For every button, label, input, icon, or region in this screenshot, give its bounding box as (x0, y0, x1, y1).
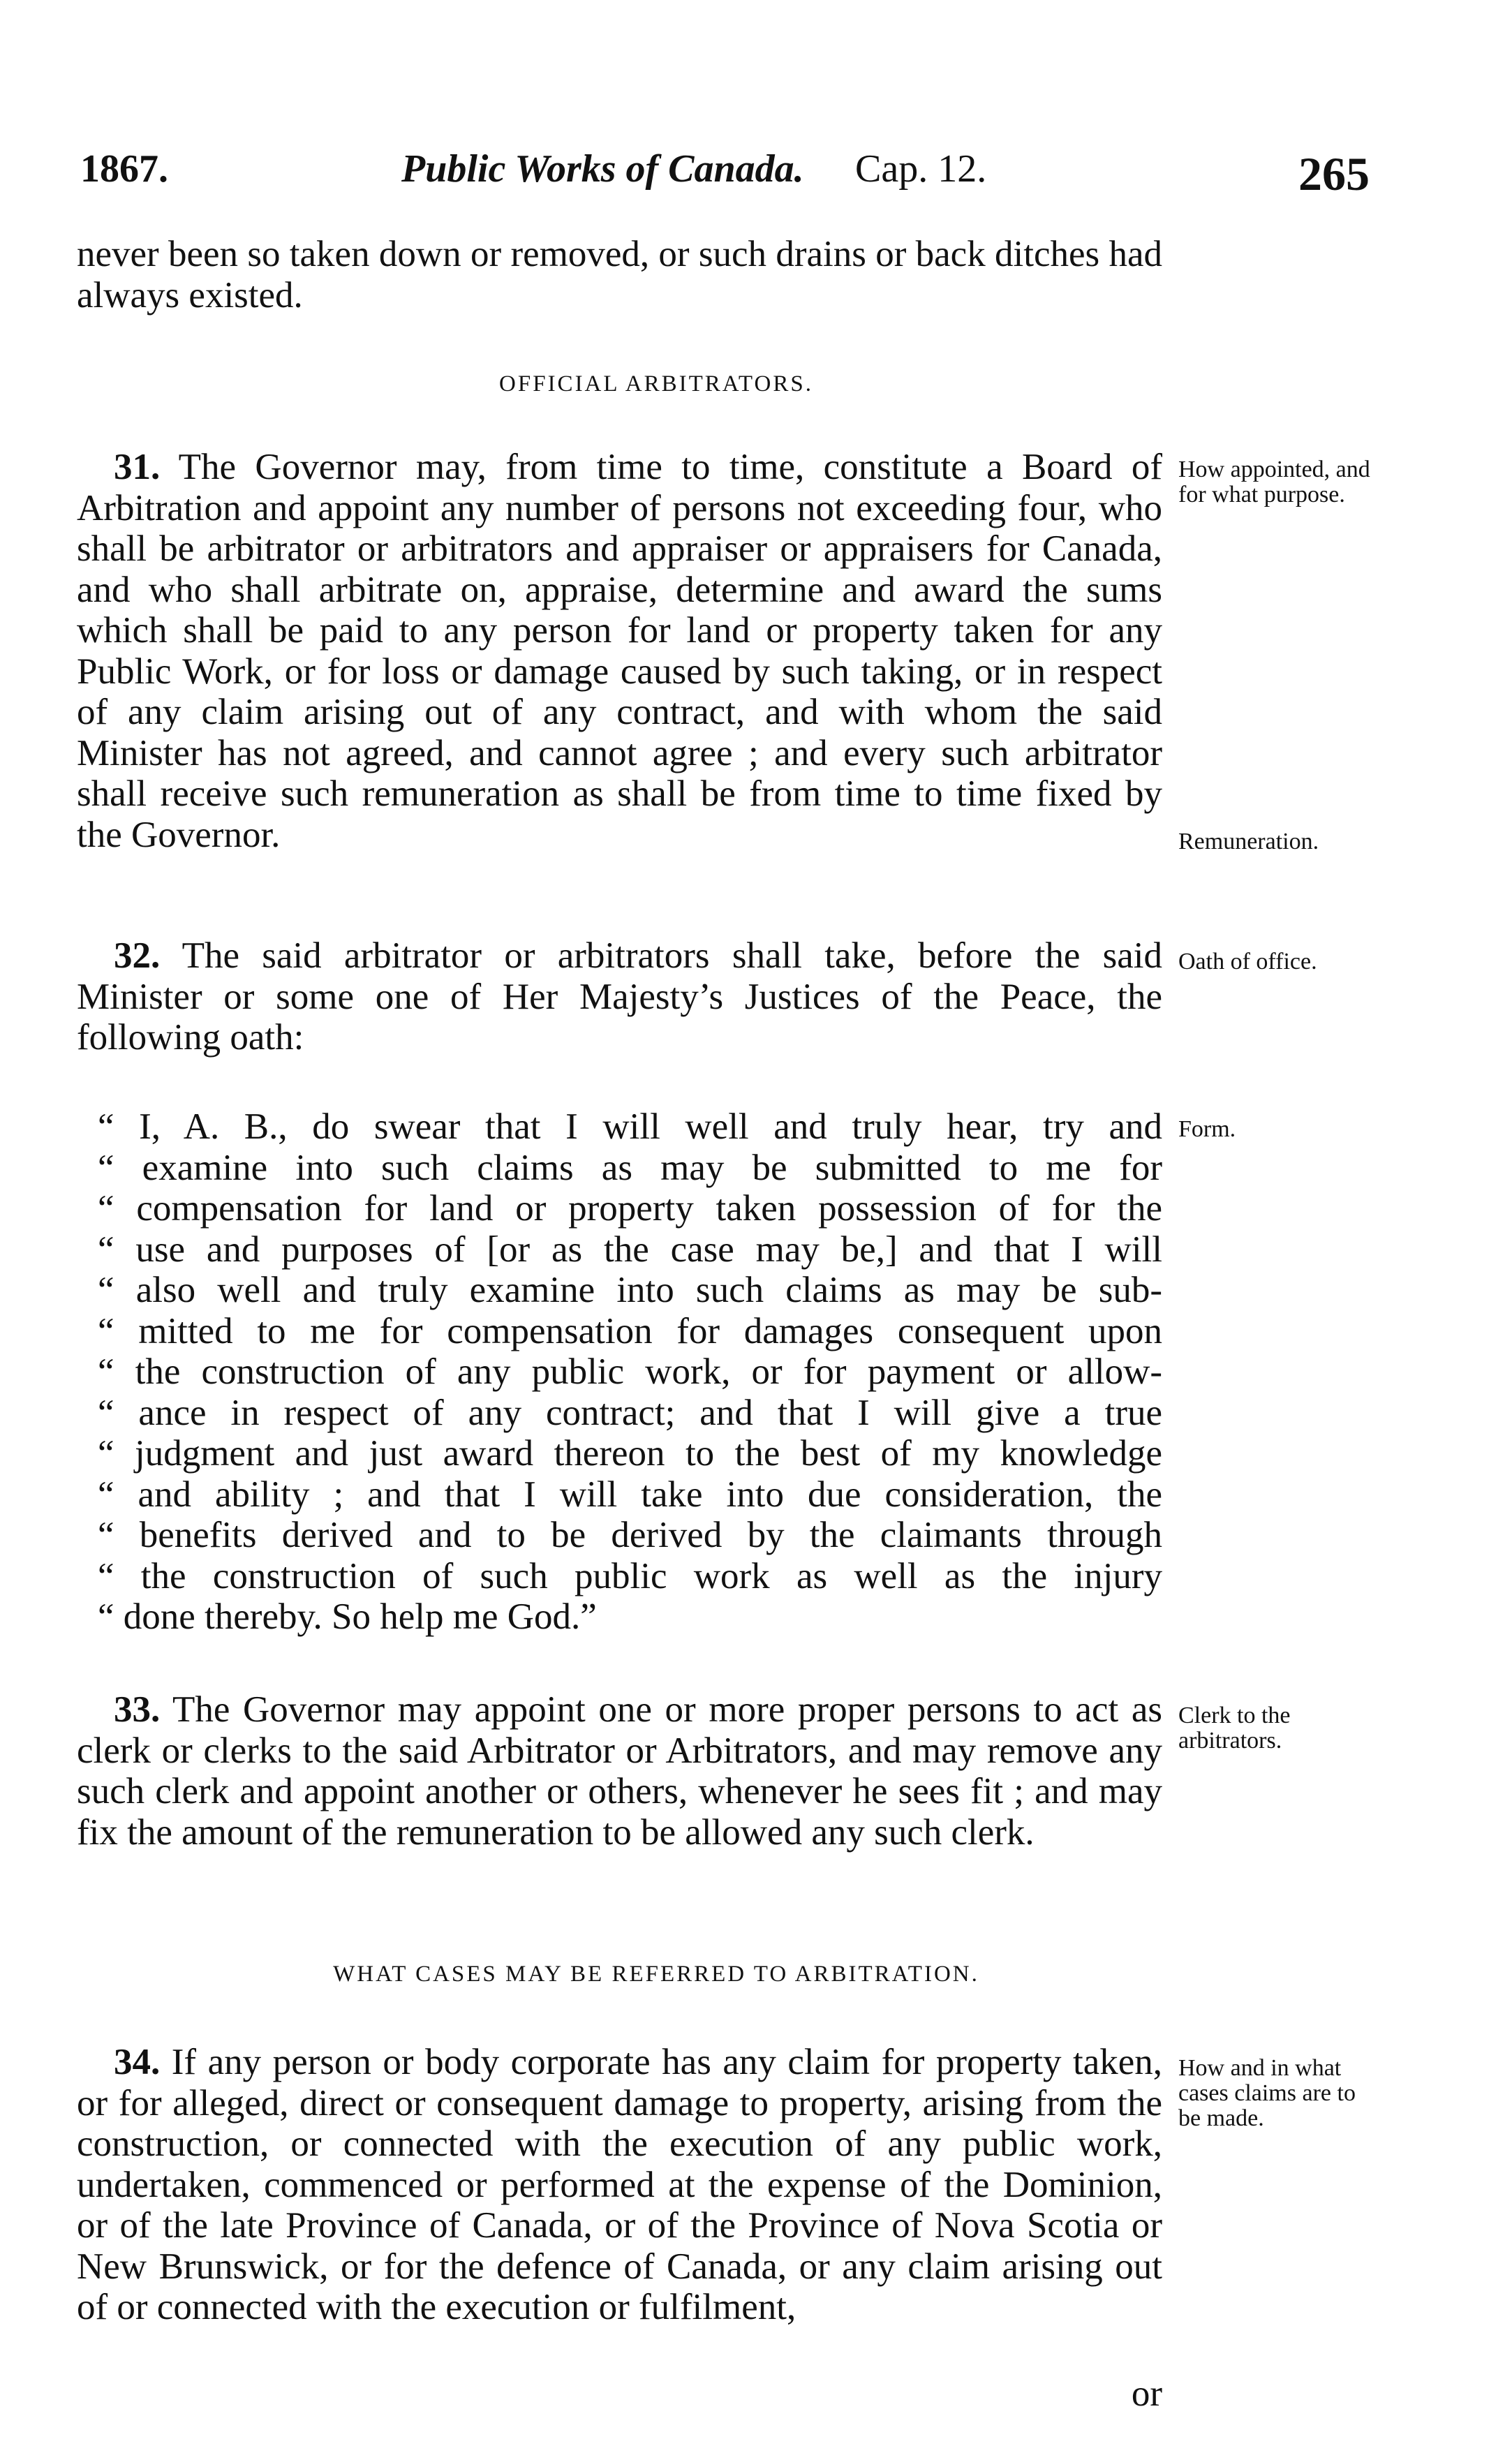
running-head (80, 147, 1372, 202)
oath-line: “ I, A. B., do swear that I will well and truly hear, try and (98, 1106, 1162, 1147)
margin-note-clerk: Clerk to the arbitrators. (1178, 1703, 1291, 1754)
oath-line: “ done thereby. So help me God.” (98, 1596, 597, 1637)
oath-line: “ also well and truly examine into such claims as may be sub- (98, 1270, 1162, 1310)
oath-line: “ compensation for land or property taken possession of for the (98, 1188, 1162, 1229)
oath-line: “ the construction of any public work, or for payment or allow- (98, 1351, 1162, 1392)
section-33 (77, 1689, 1162, 1853)
section-31 (77, 447, 1162, 855)
heading-what-cases: WHAT CASES MAY BE REFERRED TO ARBITRATION. (333, 1962, 979, 1987)
section-34 (77, 2042, 1162, 2328)
section-31-text: The Governor may, from time to time, constitute a Board of Arbitration and appoint any number of persons not exceeding four, who shall be arbitrator or arbitrators and appraiser or appraisers for Canada, and who shall arbitrate on, appraise, determine and award the sums which shall be paid to any person for land or property taken for any Public Work, or for loss or damage caused by such taking, or in respect of any claim arising out of any contract, and with whom the said Minister has not agreed, and cannot agree ; and every such arbitrator shall receive such remuneration as shall be from time to time fixed by the Governor. (77, 447, 1162, 855)
oath-line: “ examine into such claims as may be submitted to me for (98, 1147, 1162, 1188)
oath-line: “ ance in respect of any contract; and that I will give a true (98, 1392, 1162, 1433)
oath-block (98, 1106, 1162, 1638)
margin-note-remuneration: Remuneration. (1178, 829, 1319, 854)
intro-text: never been so taken down or removed, or such drains or back ditches had always existed. (77, 234, 1162, 316)
oath-line: “ the construction of such public work as well as the injury (98, 1555, 1162, 1596)
section-33-number: 33. (114, 1689, 161, 1730)
oath-line: “ mitted to me for compensation for damages consequent upon (98, 1310, 1162, 1351)
running-head-title: Public Works of Canada. (401, 147, 804, 191)
intro-paragraph (77, 234, 1162, 316)
section-32 (77, 935, 1162, 1058)
oath-line: “ and ability ; and that I will take into due consideration, the (98, 1474, 1162, 1515)
page-number: 265 (1298, 147, 1370, 200)
heading-official-arbitrators: OFFICIAL ARBITRATORS. (499, 371, 813, 396)
section-31-number: 31. (114, 447, 161, 487)
oath-line: “ use and purposes of [or as the case may be,] and that I will (98, 1229, 1162, 1270)
section-34-text: If any person or body corporate has any claim for property taken, or for alleged, direct or consequent damage to property, arising from the construction, or connected with the execution of any public work, undertaken, commenced or performed at the expense of the Dominion, or of the late Province of Canada, or of the Province of Nova Scotia or New Brunswick, or for the defence of Canada, or any claim arising out of or connected with the execution or fulfilment, (77, 2042, 1162, 2327)
margin-note-how-and-what-cases: How and in what cases claims are to be made. (1178, 2055, 1356, 2131)
margin-note-oath-of-office: Oath of office. (1178, 949, 1317, 974)
running-head-chapter: Cap. 12. (855, 147, 987, 191)
margin-note-how-appointed: How appointed, and for what purpose. (1178, 457, 1370, 507)
margin-note-form: Form. (1178, 1116, 1236, 1142)
section-32-number: 32. (114, 935, 161, 976)
section-34-number: 34. (114, 2042, 161, 2082)
oath-line: “ benefits derived and to be derived by the claimants through (98, 1515, 1162, 1555)
catchword (77, 2373, 1162, 2415)
catchword-text: or (1131, 2373, 1162, 2414)
section-32-text: The said arbitrator or arbitrators shall take, before the said Minister or some one of Her Majesty’s Justices of the Peace, the following oath: (77, 935, 1163, 1058)
oath-line: “ judgment and just award thereon to the best of my knowledge (98, 1433, 1162, 1474)
running-head-year: 1867. (80, 147, 168, 191)
section-33-text: The Governor may appoint one or more proper persons to act as clerk or clerks to the said Arbitrator or Arbitrators, and may remove any such clerk and appoint another or others, whenever he sees fit ; and may fix the amount of the remuneration to be allowed any such clerk. (77, 1689, 1163, 1853)
